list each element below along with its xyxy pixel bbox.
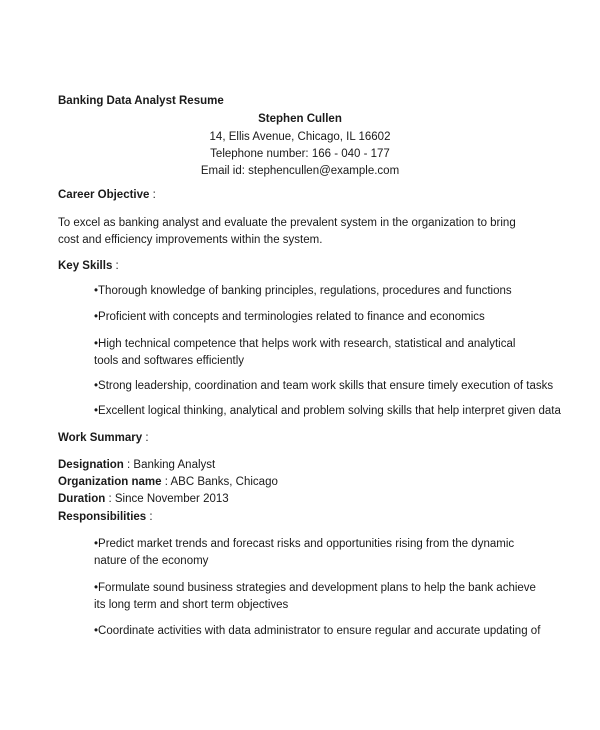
responsibilities-label: Responsibilities: [58, 511, 147, 523]
skill-item: •Strong leadership, coordination and team work skills that ensure timely execution of tasks: [94, 380, 554, 392]
designation-label: Designation: [58, 459, 124, 471]
organization-value: : ABC Banks, Chicago: [161, 476, 278, 488]
duration-value: : Since November 2013: [105, 493, 229, 505]
responsibilities-colon: :: [146, 511, 153, 523]
email: Email id: stephencullen@example.com: [200, 165, 400, 177]
skill-item: •Excellent logical thinking, analytical and problem solving skills that help interpret given data: [94, 405, 561, 417]
key-skills-colon: :: [112, 260, 119, 272]
key-skills-label: Key Skills: [58, 260, 113, 272]
candidate-name: Stephen Cullen: [258, 113, 342, 125]
work-summary-label: Work Summary: [58, 432, 143, 444]
designation-value: : Banking Analyst: [123, 459, 216, 471]
address: 14, Ellis Avenue, Chicago, IL 16602: [209, 131, 391, 143]
organization-label: Organization name: [58, 476, 162, 488]
responsibility-item: •Predict market trends and forecast risks and opportunities rising from the dynamic nature of the economy: [94, 538, 515, 567]
career-objective-text: To excel as banking analyst and evaluate the prevalent system in the organization to bring cost and efficiency improvements within the system.: [58, 217, 516, 246]
organization-row: [58, 475, 278, 490]
doc-title: Banking Data Analyst Resume: [58, 95, 224, 107]
work-summary-heading: [58, 431, 149, 446]
designation-row: [58, 458, 216, 473]
responsibility-item: •Coordinate activities with data administrator to ensure regular and accurate updating of: [94, 625, 541, 637]
skill-item: •Thorough knowledge of banking principles, regulations, procedures and functions: [94, 285, 512, 297]
duration-label: Duration: [58, 493, 106, 505]
career-objective-heading: [58, 188, 156, 203]
duration-row: [58, 492, 229, 507]
responsibilities-heading: [58, 510, 153, 525]
skill-item: •High technical competence that helps work with research, statistical and analytical tools and softwares efficiently: [94, 338, 516, 367]
career-objective-colon: :: [149, 189, 156, 201]
career-objective-label: Career Objective: [58, 189, 150, 201]
phone: Telephone number: 166 - 040 - 177: [210, 148, 390, 160]
work-summary-colon: :: [142, 432, 149, 444]
skill-item: •Proficient with concepts and terminologies related to finance and economics: [94, 311, 485, 323]
key-skills-heading: [58, 259, 119, 274]
responsibility-item: •Formulate sound business strategies and development plans to help the bank achieve its long term and short term objectives: [94, 582, 536, 611]
